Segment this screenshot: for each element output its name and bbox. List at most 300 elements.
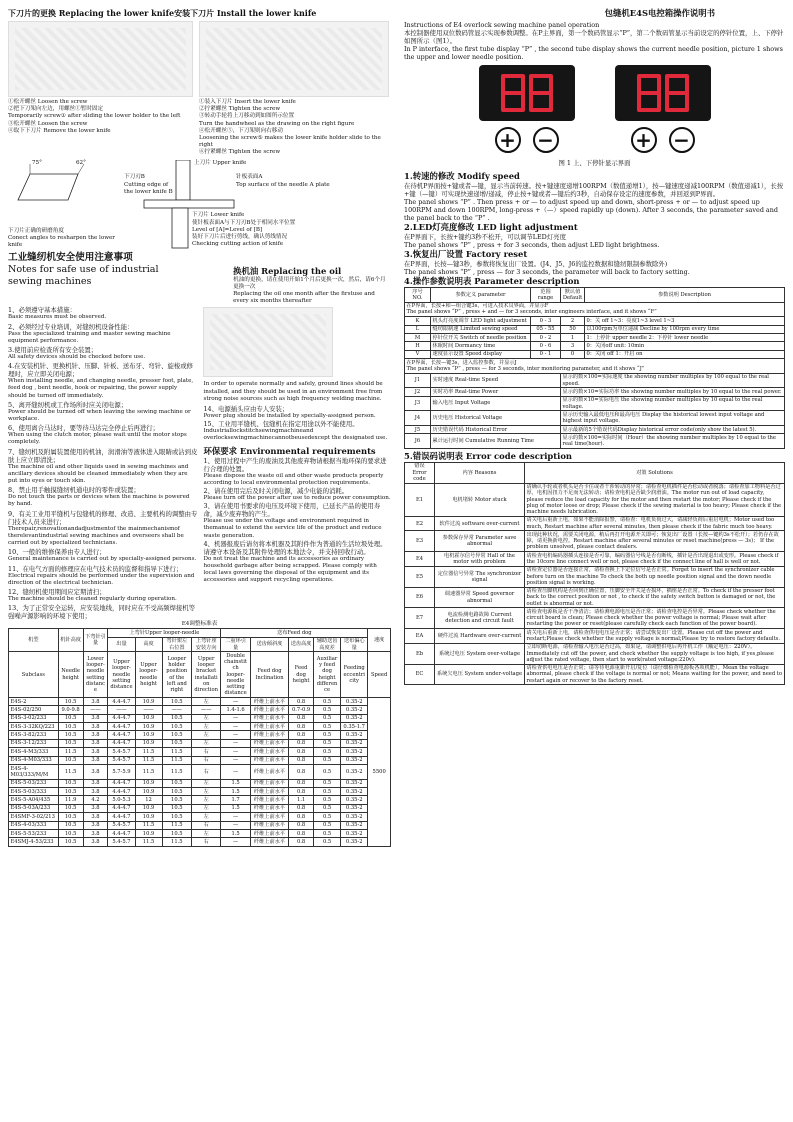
table-cell: 1：上停针 upper needle 2：下停针 lower needle bbox=[585, 333, 785, 341]
table-cell: —— bbox=[135, 706, 162, 714]
table-cell: 历史错误代码 Historical Error bbox=[431, 425, 561, 433]
table-cell: 0.5 bbox=[314, 731, 341, 739]
table-header: 范围 range bbox=[531, 288, 561, 303]
safety-item-cn: 11、在电气方面的修理应在电气技术员的监督和指导下进行； bbox=[8, 564, 183, 573]
table-cell: 0 - 1 bbox=[531, 350, 561, 358]
table-header: 送布偏心量 bbox=[341, 637, 368, 652]
table-cell: J3 bbox=[405, 396, 431, 411]
env-item-en: Please dispose the waste oil and other waste products properly according to local environmental protection requirements. bbox=[203, 472, 384, 486]
table-cell: 机头灯亮度调节 LED light adjustment bbox=[431, 317, 531, 325]
table-cell: 请关电后重新上电，如果不能消除报警，请检查：电机负荷过大，请减轻负荷后重启电机；Motor used too much, Restart machine after several minutes, then please check if the fabric much too heavy. bbox=[525, 516, 785, 531]
table-cell: 0：关 off 1~3：亮度1~3 level 1~3 bbox=[585, 317, 785, 325]
table-cell: 0.5 bbox=[314, 714, 341, 722]
table-cell: — bbox=[221, 739, 250, 747]
table-row bbox=[405, 333, 785, 341]
lower-knife-label: 下刀片 Lower knife bbox=[192, 211, 245, 218]
table-header: Level of [A]=Level of [B] bbox=[192, 226, 263, 233]
table-cell: 4.4-4.7 bbox=[108, 813, 135, 821]
safety-title-en-2: sewing machines bbox=[8, 275, 92, 287]
safety-item-en: General maintenance is carried out by specially-assigned persons. bbox=[8, 556, 197, 563]
table-cell: 11.9 bbox=[58, 796, 83, 804]
table-header: 序号 NO. bbox=[405, 288, 431, 303]
table-cell: — bbox=[221, 748, 250, 756]
table-cell: 1.7 bbox=[221, 796, 250, 804]
install-step: ①装入下刀片 Insert the lower knife bbox=[199, 99, 296, 105]
table-cell: 请检查供电电压是否正常；请等待电源重新开启/复位（请仔细检查电源板各项机能）。Mean the voltage abnormal, please check if the voltage is normal or not; Means waiting for the power, and need to restart again or recover to the factory reset. bbox=[525, 664, 785, 685]
table-header: Looper holder position of the left and right bbox=[162, 652, 191, 698]
table-cell: 10.5 bbox=[58, 714, 83, 722]
table-cell: 参数保存异常 Parameter save abnormal bbox=[435, 531, 525, 552]
table-cell: 5.4-5.7 bbox=[108, 748, 135, 756]
table-cell: 10.9 bbox=[135, 714, 162, 722]
table-row bbox=[9, 731, 391, 739]
table-cell: 1.5 bbox=[221, 804, 250, 812]
table-cell: 2 bbox=[561, 317, 585, 325]
remove-knife-figure bbox=[8, 21, 193, 97]
safety-item-cn: 8、禁止用手触摸缝纫机通电时的零件或装置； bbox=[8, 486, 140, 495]
table-cell: 请检查定位器是否连接正常，请检查换上下定位信号是否正常。Forget to insert the synchronizer cable before turn on the machine To check the both up needle position signal and the down needle position signal is working. bbox=[525, 566, 785, 587]
table-cell: 0.5 bbox=[314, 838, 341, 846]
note-row bbox=[405, 359, 785, 374]
table-cell: 10.5 bbox=[162, 779, 191, 787]
table-cell: 累计运行时间 Cumulative Running Time bbox=[431, 434, 561, 449]
needle-plate-en-label: Top surface of the needle A plate bbox=[236, 181, 330, 188]
table-header: 速度 bbox=[368, 629, 391, 652]
safety-item-cn: 10、一般的维修保养由专人进行； bbox=[8, 548, 106, 557]
table-cell: 0.8 bbox=[289, 829, 314, 837]
table-cell: 10.9 bbox=[135, 813, 162, 821]
safety-item-en: Do not touch the parts or devices when the machine is powered by hand. bbox=[8, 494, 190, 508]
table-cell: 0.5 bbox=[314, 779, 341, 787]
table-header: 高度 bbox=[135, 637, 162, 652]
env-title: 环保要求 Environmental requirements bbox=[203, 445, 376, 456]
table-cell: 10.5 bbox=[162, 829, 191, 837]
table-header: 装好下刀片后进行剪线，确认剪线情况 bbox=[192, 234, 288, 241]
table-cell: 11.5 bbox=[135, 838, 162, 846]
table-cell: 10.9 bbox=[135, 697, 162, 705]
table-cell: 12 bbox=[135, 796, 162, 804]
env-item-en: Do not treat the machine and its accessories as ordinary household garbage after being scrapped. Please comply with local laws governing the disposal of the equipment and its accessories and support recycling operations. bbox=[203, 555, 377, 584]
table-row bbox=[405, 342, 785, 350]
table-cell: 0.5 bbox=[314, 697, 341, 705]
table-cell: 0.35-2 bbox=[341, 756, 368, 764]
table-cell: 0.8 bbox=[289, 723, 314, 731]
table-cell: 休眠时间 Dormancy time bbox=[431, 342, 531, 350]
table-cell: 11.5 bbox=[58, 765, 83, 780]
table-row bbox=[9, 788, 391, 796]
table-row bbox=[9, 714, 391, 722]
table-cell: E4S-5-03/233 bbox=[9, 779, 59, 787]
table-cell: 左 bbox=[191, 813, 220, 821]
table-cell: 10.5 bbox=[162, 788, 191, 796]
table-cell: 4.4-4.7 bbox=[108, 714, 135, 722]
table-cell: —— bbox=[108, 706, 135, 714]
table-cell: 10.5 bbox=[58, 756, 83, 764]
remove-step: Temporarily screw① after sliding the lower holder to the left bbox=[8, 113, 181, 120]
table-cell: 11.5 bbox=[135, 821, 162, 829]
table-cell: 10.5 bbox=[162, 796, 191, 804]
table-row bbox=[9, 697, 391, 705]
table-cell: 0.35-2 bbox=[341, 765, 368, 780]
table-header: Subclass bbox=[9, 652, 59, 698]
table-cell: 0.35-2 bbox=[341, 748, 368, 756]
table-cell: 3.8 bbox=[83, 748, 108, 756]
table-cell: — bbox=[221, 697, 250, 705]
safety-item-cn: 5、离开缝纫机或工作场所时应关闭电源； bbox=[8, 400, 128, 409]
table-row bbox=[405, 643, 785, 664]
safety-item-en: Therepair,renovationandadjustmentof the mainmechanismof therelevantindustrial sewing machines and overseers shall be carried out by specialized technicians. bbox=[8, 525, 184, 547]
table-cell: 纤维上前水平 bbox=[250, 804, 288, 812]
table-row bbox=[405, 373, 785, 388]
table-header: 送布Feed dog bbox=[221, 629, 368, 637]
env-item-en: Please use under the voltage and environment required in themanual to extend the service life of the product and reduce waste generation. bbox=[203, 518, 382, 539]
right-column bbox=[400, 0, 793, 1122]
table-cell: 0.8 bbox=[289, 731, 314, 739]
table-cell: 0.5 bbox=[314, 813, 341, 821]
table-cell: 0 - 3 bbox=[531, 317, 561, 325]
table-cell: 0.35-2 bbox=[341, 697, 368, 705]
table-cell: 0.5 bbox=[314, 821, 341, 829]
table-cell: 10.5 bbox=[162, 723, 191, 731]
table-cell: 0.35-2 bbox=[341, 796, 368, 804]
table-cell: 定位器信号异常 The synchronizer signal bbox=[435, 566, 525, 587]
table-cell: E4S-4-03/333 bbox=[9, 821, 59, 829]
table-row bbox=[405, 608, 785, 629]
table-cell: 0.8 bbox=[289, 748, 314, 756]
s3-en: The panel shows “P” , press — for 3 seconds, the parameter will back to factory setting. bbox=[404, 268, 690, 276]
table-cell: 10.9 bbox=[135, 788, 162, 796]
table-cell: 0.8 bbox=[289, 813, 314, 821]
table-cell: E4S-4-M03/333/M/M bbox=[9, 765, 59, 780]
table-cell: E4SMF-3-02/213 bbox=[9, 813, 59, 821]
table-cell: 电机霍尔信号异常 Hall of the motor with problem bbox=[435, 552, 525, 567]
table-cell: 0.8 bbox=[289, 838, 314, 846]
table-cell: 3.8 bbox=[83, 788, 108, 796]
safety-item-en: Basic measures must be observed. bbox=[8, 314, 107, 321]
item-15-cn: 15、工业用平缝机、包缝机在指定用途以外不能使用。 bbox=[203, 420, 359, 429]
s3-title: 3.恢复出厂设置 Factory reset bbox=[404, 249, 528, 259]
remove-step: ④取下下刀片 Remove the lower knife bbox=[8, 127, 111, 134]
safety-item-en: When installing needle, and changing needle, presser foot, plate, feed dog , bent needle, hook or repairing, the power supply should be turned off immediately. bbox=[8, 378, 194, 399]
table-cell: 0.35-2 bbox=[341, 731, 368, 739]
s5-title: 5.错误码说明表 Error code description bbox=[404, 450, 572, 461]
table-cell: 实时速度 Real-time Speed bbox=[431, 373, 561, 388]
table-cell: 1.5 bbox=[221, 788, 250, 796]
table-cell: 10.9 bbox=[135, 739, 162, 747]
table-header: Lower looper-needle setting distance bbox=[83, 652, 108, 698]
table-header: Feed dog Inclination bbox=[250, 652, 288, 698]
table-cell: 11.5 bbox=[135, 748, 162, 756]
table-cell: 11.5 bbox=[162, 748, 191, 756]
table-cell: 11.5 bbox=[58, 748, 83, 756]
table-row bbox=[405, 664, 785, 685]
table-cell: 9.0-9.8 bbox=[58, 706, 83, 714]
angle-caption: 下刀片正确的研磨角度 bbox=[8, 227, 64, 234]
table-cell: 0.8 bbox=[289, 697, 314, 705]
table-row bbox=[405, 425, 785, 433]
table-row bbox=[9, 829, 391, 837]
table-cell: —— bbox=[191, 706, 220, 714]
table-cell: 左 bbox=[191, 731, 220, 739]
table-cell: 4.2 bbox=[83, 796, 108, 804]
table-cell: 0.35-2 bbox=[341, 829, 368, 837]
table-cell: 3.8 bbox=[83, 821, 108, 829]
table-cell: 0：关闭off unit: 10min bbox=[585, 342, 785, 350]
table-cell: 4.4-4.7 bbox=[108, 804, 135, 812]
table-cell: 5.4-5.7 bbox=[108, 821, 135, 829]
error-table bbox=[404, 462, 785, 686]
table-cell: EC bbox=[405, 664, 435, 685]
table-cell: 0.8 bbox=[289, 788, 314, 796]
table-cell: J4 bbox=[405, 411, 431, 426]
table-cell: 0.8 bbox=[289, 779, 314, 787]
safety-item-cn: 3.使用前应检查所有安全装置； bbox=[8, 346, 98, 355]
table-cell: J6 bbox=[405, 434, 431, 449]
table-cell: 显示的数×10=实际电压 the showing number multiples by 10 equal to the real voltage. bbox=[561, 396, 785, 411]
table-cell: 0.35-2 bbox=[341, 788, 368, 796]
table-row bbox=[405, 350, 785, 358]
table-cell: 右 bbox=[191, 821, 220, 829]
table-cell: 纤维上前水平 bbox=[250, 731, 288, 739]
table-cell: 3.8 bbox=[83, 731, 108, 739]
table-cell: 4.4-4.7 bbox=[108, 788, 135, 796]
table-cell: —— bbox=[83, 706, 108, 714]
table-header: Checking cutting action of knife bbox=[192, 241, 284, 248]
speed-cell: 5500 bbox=[368, 697, 391, 846]
table-cell: 10.5 bbox=[58, 697, 83, 705]
safety-item-en: Power should be turned off when leaving the sewing machine or workplace. bbox=[8, 408, 191, 423]
table-cell: 0：关闭 off 1：开启 on bbox=[585, 350, 785, 358]
angle-diagram bbox=[8, 160, 118, 252]
table-cell: 0.35-2 bbox=[341, 706, 368, 714]
safety-item-cn: 4.在安装机针、更换机针、压脚、针板、送布牙、弯针、旋梭或修理时，应立即关闭电源； bbox=[8, 362, 194, 379]
table-cell: 0.8 bbox=[289, 765, 314, 780]
table-cell: — bbox=[221, 813, 250, 821]
note-cn: 在P界面，长按—键3s，进入监控参数，并显示J bbox=[406, 359, 517, 366]
change-oil-en: Replacing the oil one month after the firstuse and every six months thereafter bbox=[233, 291, 375, 305]
table-cell: H bbox=[405, 342, 431, 350]
table-header: Needle height bbox=[58, 652, 83, 698]
blade-title: 下刀片的更换 Replacing the lower knife安装下刀片 Install the lower knife bbox=[8, 8, 317, 18]
table-header: 参数说明 Description bbox=[585, 288, 785, 303]
table-row bbox=[405, 411, 785, 426]
table-cell: E4SMJ-4-53/233 bbox=[9, 838, 59, 846]
table-cell: 系统欠电压 System under-voltage bbox=[435, 664, 525, 685]
table-cell: 4.4-4.7 bbox=[108, 723, 135, 731]
table-cell: 0.35-2 bbox=[341, 739, 368, 747]
table-cell: — bbox=[221, 765, 250, 780]
table-row bbox=[405, 325, 785, 333]
env-item-cn: 1、使用过程中产生的废油及其他废弃物请根据当地环保的要求进行合理的处置。 bbox=[203, 456, 387, 473]
table-cell: — bbox=[221, 731, 250, 739]
table-cell: 11.5 bbox=[135, 765, 162, 780]
table-header: 内容 Reasons bbox=[435, 462, 525, 483]
table-cell: E1 bbox=[405, 483, 435, 516]
table-cell: 0.7-0.9 bbox=[289, 706, 314, 714]
doc-title: 包缝机E4S电控箱操作说明书 bbox=[604, 8, 715, 18]
table-cell: 10.5 bbox=[162, 739, 191, 747]
table-cell: 0.35-2 bbox=[341, 714, 368, 722]
table-cell: 3.8 bbox=[83, 779, 108, 787]
table-cell: E4S-4-M3/333 bbox=[9, 748, 59, 756]
note-en: The panel shows “P” , press — for 3 seconds, inter monitoring parameter, and it shows “J” bbox=[406, 365, 645, 372]
table-cell: 1.1 bbox=[289, 796, 314, 804]
table-cell: 0.5 bbox=[314, 765, 341, 780]
table-cell: 请确认手轮或者机头是否卡住或者干涉转动的异常；请检查电机插件是否松动或者脱落；请检查加工物料是否过厚，电机因扭力不足而无法转动；请检查电机是否缺少润滑油。The motor run out of load capacity, please reduce the load capacity for the motor and then restart the motor; Please check if the plug of motor loose or drop; Please check if the sewing material is too heavy; Please check if the machine needs lubrication. bbox=[525, 483, 785, 516]
angle-caption-en: Conect angles to resharpen the lower knife bbox=[8, 234, 115, 249]
table-cell: 左 bbox=[191, 788, 220, 796]
table-cell: 4.4-4.7 bbox=[108, 829, 135, 837]
s2-title: 2.LED灯亮度修改 LED light adjustment bbox=[404, 222, 578, 232]
table-cell: 纤维上前水平 bbox=[250, 697, 288, 705]
safety-item-cn: 12、缝纫机使用期间应定期清扫； bbox=[8, 587, 106, 596]
s3-cn: 在P界面，长按—键3秒，参数将恢复出厂设置。(J4、J5、J6的监控数据和缝纫限制参数除外) bbox=[404, 260, 668, 268]
table-cell: 停针位开关 Switch of needle position bbox=[431, 333, 531, 341]
table-row bbox=[405, 483, 785, 516]
table-cell: 0.35-2 bbox=[341, 804, 368, 812]
table-cell: 左 bbox=[191, 739, 220, 747]
safety-item-cn: 6、使用离合马达时，要等待马达完全停止后再进行； bbox=[8, 424, 160, 433]
change-oil-cn: 机油的更换，请在使用开始1个月后更换一次，然后，请6个月更换一次 bbox=[233, 276, 386, 290]
table-header: 辅助送齿高度差 bbox=[314, 637, 341, 652]
table-cell: 10.9 bbox=[135, 804, 162, 812]
table-cell: 电流检测电路故障 Current detection and circuit fault bbox=[435, 608, 525, 629]
table-cell: E6 bbox=[405, 587, 435, 608]
table-header: Upper looper bracket installation direction bbox=[191, 652, 220, 698]
table-header: Upper looper-needle height bbox=[135, 652, 162, 698]
table-header: 二重环引量 bbox=[221, 637, 250, 652]
table-cell: E7 bbox=[405, 608, 435, 629]
table-header: 默认值 Default bbox=[561, 288, 585, 303]
table-row bbox=[9, 765, 391, 780]
spec-table bbox=[8, 628, 391, 846]
table-cell: 左 bbox=[191, 723, 220, 731]
intro-en-2: In P interface, the first tube display “P” , the second tube display shows the current needle position, picture 1 shows the upper and lower needle position. bbox=[404, 45, 783, 61]
table-cell: — bbox=[221, 838, 250, 846]
table-cell: 10.5 bbox=[58, 804, 83, 812]
table-cell: 11.5 bbox=[135, 756, 162, 764]
note-row bbox=[405, 302, 785, 317]
table-cell: 软件过流 software over-current bbox=[435, 516, 525, 531]
safety-title-en-1: Notes for safe use of industrial bbox=[8, 263, 159, 275]
table-cell: 3.8 bbox=[83, 804, 108, 812]
table-cell: 0 - 6 bbox=[531, 342, 561, 350]
safety-title: 工业缝纫机安全使用注意事项 bbox=[8, 251, 133, 263]
table-cell: 3.8 bbox=[83, 714, 108, 722]
table-cell: 纤维上前水平 bbox=[250, 813, 288, 821]
table-cell: 输入电压 Input Voltage bbox=[431, 396, 561, 411]
table-header: Auxiliary feed dog height difference bbox=[314, 652, 341, 698]
table-cell: 硬件过流 Hardware over-current bbox=[435, 629, 525, 644]
table-cell: 10.5 bbox=[162, 813, 191, 821]
table-cell: 3.8 bbox=[83, 813, 108, 821]
table-cell: E4S-3-12/233 bbox=[9, 739, 59, 747]
table-cell: 5.4-5.7 bbox=[108, 756, 135, 764]
change-oil-title: 换机油 Replacing the oil bbox=[233, 265, 342, 276]
table-cell: 纤维上前水平 bbox=[250, 829, 288, 837]
table-cell: 5.7-5.9 bbox=[108, 765, 135, 780]
note-en: The panel shows “P” , press + and — for 3 seconds, inter engineers interface, and it shows “F” bbox=[406, 309, 657, 316]
install-knife-figure bbox=[199, 21, 389, 97]
table-cell: 0.8 bbox=[289, 739, 314, 747]
table-cell: 右 bbox=[191, 756, 220, 764]
env-item-en: Please turn off the power after use to reduce power consumption. bbox=[203, 495, 391, 502]
table-header: 出量 bbox=[108, 637, 135, 652]
table-cell: 3.8 bbox=[83, 697, 108, 705]
table-row bbox=[9, 723, 391, 731]
table-cell: 显示的数×10=实际功率 the showing number multiples by 10 equal to the real power. bbox=[561, 388, 785, 396]
angle-62-label: 62° bbox=[76, 159, 86, 166]
s1-cn: 在待机P界面按+键或者—键，显示当前转速。按+键速度递增100RPM（数值递增1），按—键速度递减100RPM（数值递减1），长按+键（—键）可实现快速递增/递减，停止按+键或者—键后约3秒，自动保存设定的速度参数，并回返到P界面。 bbox=[404, 182, 784, 198]
table-cell: 纤维上前水平 bbox=[250, 788, 288, 796]
safety-item-en: The machine should be cleaned regularly during operation. bbox=[8, 595, 177, 602]
table-cell: E4S-4-M03/333 bbox=[9, 756, 59, 764]
table-cell: 11.5 bbox=[162, 765, 191, 780]
table-cell: 0.35-2 bbox=[341, 779, 368, 787]
table-cell: 右 bbox=[191, 748, 220, 756]
install-step: ⑥拧紧螺丝 Tighten the screw bbox=[199, 149, 281, 156]
table-cell: E4S-3-02/233 bbox=[9, 714, 59, 722]
table-cell: 0.5 bbox=[314, 829, 341, 837]
table-cell: 速度显示设置 Speed display bbox=[431, 350, 531, 358]
plus-button-icon-2: + bbox=[631, 127, 657, 153]
table-cell: 右 bbox=[191, 838, 220, 846]
table-cell: 0.35-2 bbox=[341, 813, 368, 821]
table-cell: 3.8 bbox=[83, 838, 108, 846]
ground-text: In order to operate normally and safely, ground lines should be installed, and they should be used in an environment free from strong noise sources such as high frequency welding machine. bbox=[203, 381, 383, 402]
table-cell: 4.4-4.7 bbox=[108, 779, 135, 787]
remove-step: ①松开螺丝 Loosen the screw bbox=[8, 99, 88, 105]
table-cell: E4S-5-A04/435 bbox=[9, 796, 59, 804]
oil-figure bbox=[203, 307, 333, 377]
table-cell: 左 bbox=[191, 714, 220, 722]
table-cell: 请关电后重新上电，请检查供电电压是否正常；请尝试恢复出厂设置。Please cut off the power and restart;Please check whether the supply voltage is normal;Please try to restore factory defaults. bbox=[525, 629, 785, 644]
table-row bbox=[405, 434, 785, 449]
env-item-cn: 3、请在使用书要求的电压及环境下使用，已延长产品的使用寿命，减少废弃物的产生。 bbox=[203, 502, 381, 519]
table-cell: 左 bbox=[191, 804, 220, 812]
table-header: Upper looper-needle setting distance bbox=[108, 652, 135, 698]
table-row bbox=[405, 317, 785, 325]
table-cell: E4S-3-82/233 bbox=[9, 731, 59, 739]
table-header: 下弯针引量 bbox=[83, 629, 108, 652]
table-cell: 4.4-4.7 bbox=[108, 697, 135, 705]
table-cell: 3.8 bbox=[83, 829, 108, 837]
table-cell: J2 bbox=[405, 388, 431, 396]
angle-75-label: 75° bbox=[32, 159, 42, 166]
param-table bbox=[404, 287, 785, 449]
table-cell: 左 bbox=[191, 697, 220, 705]
table-cell: 显示的数×100=实际速度 the showing number multiples by 100 equal to the real speed. bbox=[561, 373, 785, 388]
table-row bbox=[9, 821, 391, 829]
table-cell: 纤维上前水平 bbox=[250, 748, 288, 756]
spec-caption: E4调整标准表 bbox=[181, 621, 218, 628]
table-header: 弯针架左右位置 bbox=[162, 637, 191, 652]
table-cell: 0 bbox=[561, 350, 585, 358]
table-cell: 纤维上前水平 bbox=[250, 739, 288, 747]
table-cell: 4.4-4.7 bbox=[108, 739, 135, 747]
env-list bbox=[203, 457, 391, 585]
table-row bbox=[405, 531, 785, 552]
table-header: 送齿高度 bbox=[289, 637, 314, 652]
table-cell: 10.5 bbox=[162, 697, 191, 705]
install-step: Loosening the screw⑤ makes the lower knife holder slide to the right bbox=[199, 135, 381, 149]
note-cell bbox=[405, 359, 785, 374]
led-display-upper bbox=[479, 65, 575, 121]
table-row bbox=[405, 388, 785, 396]
table-cell: 10.5 bbox=[58, 829, 83, 837]
table-cell: J5 bbox=[405, 425, 431, 433]
table-cell: 10.9 bbox=[135, 779, 162, 787]
